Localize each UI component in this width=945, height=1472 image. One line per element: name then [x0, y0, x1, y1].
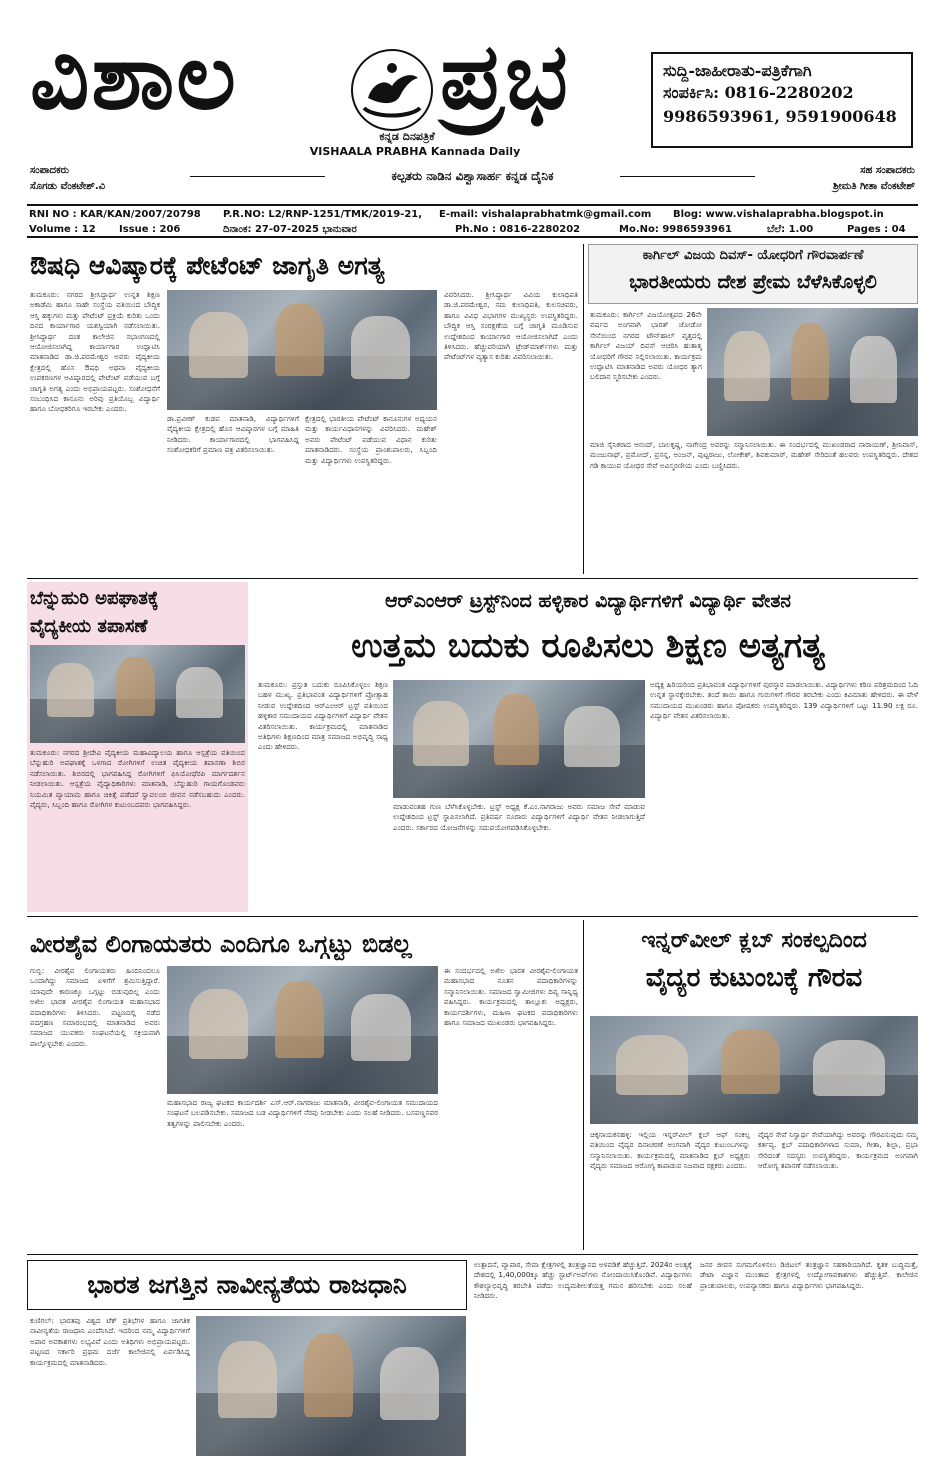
article-2-photo	[707, 308, 918, 436]
article-3-text: ತುಮಕೂರು: ನಗರದ ಶ್ರೀದೇವಿ ವೈದ್ಯಕೀಯ ಮಹಾವಿದ್ಯಾಲಯ ಹಾಗೂ ಆಸ್ಪತ್ರೆಯ ವತಿಯಿಂದ ಬೆನ್ನುಹುರಿ ಅಪಘಾತಕ್ಕೆ ಒಳಗಾದ ರೋಗಿಗಳಿಗೆ ಉಚಿತ ವೈದ್ಯಕೀಯ ತಪಾಸಣಾ ಶಿಬಿರ ನಡೆಸಲಾಯಿತು. ಶಿಬಿರದಲ್ಲಿ ಭಾಗವಹಿಸಿದ್ದ ರೋಗಿಗಳಿಗೆ ಫಿಸಿಯೋಥೆರಪಿ ಮಾರ್ಗದರ್ಶನ ನೀಡಲಾಯಿತು. ಆಸ್ಪತ್ರೆಯ ವೈದ್ಯಾಧಿಕಾರಿಗಳು ಮಾತನಾಡಿ, ಬೆನ್ನುಹುರಿ ಗಾಯಗೊಂಡವರು ನಿಯಮಿತ ವ್ಯಾಯಾಮ ಹಾಗೂ ಚಿಕಿತ್ಸೆ ಪಡೆದರೆ ಸ್ವಾವಲಂಬಿ ಜೀವನ ನಡೆಸಬಹುದು ಎಂದರು. ವೈದ್ಯರು, ಸಿಬ್ಬಂದಿ ಹಾಗೂ ರೋಗಿಗಳ ಕುಟುಂಬದವರು ಭಾಗವಹಿಸಿದ್ದರು.	[30, 748, 245, 810]
article-4-kicker: ಆರ್‌ಎಂಆರ್ ಟ್ರಸ್ಟ್‌ನಿಂದ ಹಳ್ಳಿಕಾರ ವಿದ್ಯಾರ್ಥಿಗಳಿಗೆ ವಿದ್ಯಾರ್ಥಿ ವೇತನ	[384, 590, 791, 612]
rni-number: RNI NO : KAR/KAN/2007/20798	[29, 209, 201, 220]
article-7-text-col3: ಜನರ ಜೀವನ ಸುಗಮಗೊಳಿಸಲು ಡಿಜಿಟಲ್ ತಂತ್ರಜ್ಞಾನ ಸಹಕಾರಿಯಾಗಿದೆ. ಕೃತಕ ಬುದ್ಧಿಮತ್ತೆ, ಡೇಟಾ ವಿಜ್ಞಾನ ಮುಂತಾದ ಕ್ಷೇತ್ರಗಳಲ್ಲಿ ಉದ್ಯೋಗಾವಕಾಶಗಳು ಹೆಚ್ಚುತ್ತಿವೆ. ಕಾಲೇಜಿನ ಪ್ರಾಂಶುಪಾಲರು, ಉಪನ್ಯಾಸಕರು ಹಾಗೂ ವಿದ್ಯಾರ್ಥಿಗಳು ಭಾಗವಹಿಸಿದ್ದರು.	[700, 1260, 918, 1290]
mobile: Mo.No: 9986593961	[619, 224, 732, 235]
article-3-headline-line1[interactable]: ಬೆನ್ನುಹುರಿ ಅಪಘಾತಕ್ಕೆ	[30, 588, 159, 609]
article-2-kicker: ಕಾರ್ಗಿಲ್ ವಿಜಯ ದಿವಸ್- ಯೋಧರಿಗೆ ಗೌರವಾರ್ಪಣೆ	[642, 248, 864, 263]
article-6-headline-line2[interactable]: ವೈದ್ಯರ ಕುಟುಂಬಕ್ಕೆ ಗೌರವ	[645, 963, 863, 993]
article-7-headline[interactable]: ಭಾರತ ಜಗತ್ತಿನ ನಾವೀನ್ಯತೆಯ ರಾಜಧಾನಿ	[87, 1270, 407, 1299]
masthead-title-left: ವಿಶಾಲ	[30, 22, 238, 130]
subtitle-english: VISHAALA PRABHA Kannada Daily	[309, 145, 521, 158]
coeditor-name: ಶ್ರೀಮತಿ ಗೀತಾ ವೆಂಕಟೇಶ್	[832, 181, 915, 192]
date: ದಿನಾಂಕ: 27-07-2025 ಭಾನುವಾರ	[223, 224, 357, 235]
article-7-text-col1: ಕುಣಿಗಲ್: ಭಾರತವು ವಿಶ್ವದ ಟೆಕ್ ಪ್ರತಿಭೆಗಳ ಹಾಗೂ ಜಾಗತಿಕ ನಾವೀನ್ಯತೆಯ ರಾಜಧಾನಿ ಎಂದೆನಿಸಿದೆ. ಇದರಿಂದ ನಮ್ಮ ವಿದ್ಯಾರ್ಥಿಗಳಿಗೆ ಅಪಾರ ಅವಕಾಶಗಳು ಲಭ್ಯವಿವೆ ಎಂದು ಅತಿಥಿಗಳು ಅಭಿಪ್ರಾಯಪಟ್ಟರು. ಪಟ್ಟಣದ ಸರ್ಕಾರಿ ಪ್ರಥಮ ದರ್ಜೆ ಕಾಲೇಜಿನಲ್ಲಿ ಏರ್ಪಡಿಸಿದ್ದ ಕಾರ್ಯಕ್ರಮದಲ್ಲಿ ಮಾತನಾಡಿದರು.	[30, 1316, 190, 1367]
section-divider	[27, 916, 918, 917]
article-6-text-col1: ಚಿಕ್ಕನಾಯಕನಹಳ್ಳಿ: ಇಲ್ಲಿಯ ಇನ್ನರ್‌ವೀಲ್ ಕ್ಲಬ್ ಆಫ್ ಸಂಕಲ್ಪ ವತಿಯಿಂದ ವೈದ್ಯರ ದಿನಾಚರಣೆ ಅಂಗವಾಗಿ ವೈದ್ಯರ ಕುಟುಂಬಗಳನ್ನು ಸನ್ಮಾನಿಸಲಾಯಿತು. ಕಾರ್ಯಕ್ರಮದಲ್ಲಿ ಮಾತನಾಡಿದ ಕ್ಲಬ್ ಅಧ್ಯಕ್ಷರು ವೈದ್ಯರು ಸಮಾಜದ ಆರೋಗ್ಯ ಕಾಪಾಡುವ ನಿಜವಾದ ರಕ್ಷಕರು ಎಂದರು.	[590, 1130, 750, 1171]
subtitle-kannada: ಕನ್ನಡ ದಿನಪತ್ರಿಕೆ	[379, 130, 435, 143]
contact-line-3: 9986593961, 9591900648	[663, 107, 897, 126]
editor-name: ಸೊಗಡು ವೆಂಕಟೇಶ್.ವಿ	[30, 181, 106, 192]
contact-line-1: ಸುದ್ದಿ-ಜಾಹೀರಾತು-ಪತ್ರಿಕೆಗಾಗಿ	[663, 61, 812, 80]
article-2-text-bottom: ಮಾಜಿ ಸೈನಿಕರಾದ ಆನಂದ್, ಬಾಲಕೃಷ್ಣ, ನಾಗೇಂದ್ರ ಅವರನ್ನು ಸನ್ಮಾನಿಸಲಾಯಿತು. ಈ ಸಂದರ್ಭದಲ್ಲಿ ಮುಖಂಡರಾದ ನಾರಾಯಣ್, ಶ್ರೀನಿವಾಸ್, ಮಂಜುನಾಥ್, ಪ್ರಮೋದ್, ಪ್ರಸನ್ನ, ಅಂಜನ್, ಪುಟ್ಟರಾಜು, ಲೋಕೇಶ್, ಶಿವಕುಮಾರ್, ಮಹೇಶ್ ಸೇರಿದಂತೆ ಹಲವರು ಉಪಸ್ಥಿತರಿದ್ದರು. ದೇಶದ ಗಡಿ ಕಾಯುವ ಯೋಧರ ಸೇವೆ ಅವಿಸ್ಮರಣೀಯ ಎಂದು ಬಣ್ಣಿಸಿದರು.	[590, 440, 918, 470]
info-bar	[27, 204, 918, 238]
article-4-text-col3: ಅದ್ಯಕ್ಷ ಹಿರಿಯರಿಂದ ಪ್ರತಿಭಾವಂತ ವಿದ್ಯಾರ್ಥಿಗಳಿಗೆ ಪುರಸ್ಕಾರ ಮಾಡಲಾಯಿತು. ವಿದ್ಯಾರ್ಥಿಗಳು ಕಠಿಣ ಪರಿಶ್ರಮದಿಂದ ಓದಿ ಉನ್ನತ ಸ್ಥಾನಕ್ಕೇರಬೇಕು. ತಂದೆ ತಾಯಿ ಹಾಗೂ ಗುರುಗಳಿಗೆ ಗೌರವ ತರಬೇಕು ಎಂದು ಕಿವಿಮಾತು ಹೇಳಿದರು. ಈ ವೇಳೆ ಸಮುದಾಯದ ಮುಖಂಡರು ಹಾಗೂ ಪೋಷಕರು ಉಪಸ್ಥಿತರಿದ್ದರು. 139 ವಿದ್ಯಾರ್ಥಿಗಳಿಗೆ ಒಟ್ಟು 11.90 ಲಕ್ಷ ರೂ. ವಿದ್ಯಾರ್ಥಿ ವೇತನ ವಿತರಿಸಲಾಯಿತು.	[650, 680, 918, 721]
article-4-text-col1: ತುಮಕೂರು: ಪ್ರಸ್ತುತ ಬದುಕು ರೂಪಿಸಿಕೊಳ್ಳಲು ಶಿಕ್ಷಣ ಬಹಳ ಮುಖ್ಯ. ಪ್ರತಿಭಾವಂತ ವಿದ್ಯಾರ್ಥಿಗಳಿಗೆ ಪ್ರೋತ್ಸಾಹ ನೀಡುವ ಉದ್ದೇಶದಿಂದ ಆರ್‌ಎಂಆರ್ ಟ್ರಸ್ಟ್ ವತಿಯಿಂದ ಹಳ್ಳಿಕಾರ ಸಮುದಾಯದ ವಿದ್ಯಾರ್ಥಿಗಳಿಗೆ ವಿದ್ಯಾರ್ಥಿ ವೇತನ ವಿತರಿಸಲಾಯಿತು. ಕಾರ್ಯಕ್ರಮದಲ್ಲಿ ಮಾತನಾಡಿದ ಅತಿಥಿಗಳು ಶಿಕ್ಷಣದಿಂದ ಮಾತ್ರ ಸಮಾಜದ ಅಭಿವೃದ್ಧಿ ಸಾಧ್ಯ ಎಂದು ಹೇಳಿದರು.	[258, 680, 388, 752]
article-5-text-bottom: ಮಹಾಸಭಾದ ರಾಜ್ಯ ಘಟಕದ ಕಾರ್ಯದರ್ಶಿ ಎಸ್.ಆರ್.ನಾಗರಾಜು ಮಾತನಾಡಿ, ವೀರಶೈವ-ಲಿಂಗಾಯತ ಸಮುದಾಯದ ಸಂಘಟನೆ ಬಲಪಡಿಸಬೇಕು. ಸಮಾಜದ ಬಡ ವಿದ್ಯಾರ್ಥಿಗಳಿಗೆ ನೆರವು ನೀಡಬೇಕು ಎಂದು ಸಲಹೆ ನೀಡಿದರು. ಬಸವಣ್ಣನವರ ತತ್ವಗಳನ್ನು ಪಾಲಿಸಬೇಕು ಎಂದರು.	[167, 1098, 438, 1128]
article-1-text-col4: ವಿವರಿಸಿದರು. ಶ್ರೀಸಿದ್ಧಾರ್ಥ ವಿವಿಯ ಕುಲಾಧಿಪತಿ ಡಾ.ಜಿ.ಪರಮೇಶ್ವರ, ಸಮ ಕುಲಾಧಿಪತಿ, ಕುಲಸಚಿವರು, ಹಾಗೂ ವಿವಿಧ ವಿಭಾಗಗಳ ಮುಖ್ಯಸ್ಥರು ಉಪಸ್ಥಿತರಿದ್ದರು. ಬೌದ್ಧಿಕ ಆಸ್ತಿ ಸಂರಕ್ಷಣೆಯ ಬಗ್ಗೆ ಜಾಗೃತಿ ಮೂಡಿಸುವ ಉದ್ದೇಶದಿಂದ ಕಾರ್ಯಾಗಾರ ಆಯೋಜಿಸಲಾಗಿದೆ ಎಂದು ತಿಳಿಸಿದರು. ಹೆಚ್ಚುವರಿಯಾಗಿ ಟ್ರೇಡ್‌ಮಾರ್ಕ್‌ಗಳು ಮತ್ತು ಪೇಟೆಂಟ್‌ಗಳ ವ್ಯತ್ಯಾಸ ಕುರಿತು ವಿವರಿಸಲಾಯಿತು.	[444, 290, 578, 362]
tagline: ಕಲ್ಪತರು ನಾಡಿನ ವಿಶ್ವಾಸಾರ್ಹ ಕನ್ನಡ ದೈನಿಕ	[325, 165, 620, 187]
column-divider	[583, 244, 584, 574]
article-5-text-col1: ಗುಬ್ಬಿ: ವೀರಶೈವ ಲಿಂಗಾಯತರು ಹಿಂದಿನಿಂದಲೂ ಒಂದಾಗಿದ್ದು ಸಮಾಜದ ಏಳಿಗೆಗೆ ಶ್ರಮಿಸುತ್ತಿದ್ದಾರೆ. ಯಾವುದೇ ಕಾರಣಕ್ಕೂ ಒಗ್ಗಟ್ಟು ಬಿಡುವುದಿಲ್ಲ ಎಂದು ಅಖಿಲ ಭಾರತ ವೀರಶೈವ ಲಿಂಗಾಯತ ಮಹಾಸಭಾದ ಪದಾಧಿಕಾರಿಗಳು ತಿಳಿಸಿದರು. ಪಟ್ಟಣದಲ್ಲಿ ನಡೆದ ಪದಗ್ರಹಣ ಸಮಾರಂಭದಲ್ಲಿ ಮಾತನಾಡಿದ ಅವರು ಸಮಾಜದ ಯುವಕರು ಸಂಘಟನೆಯಲ್ಲಿ ಸಕ್ರಿಯವಾಗಿ ಪಾಲ್ಗೊಳ್ಳಬೇಕು ಎಂದರು.	[30, 966, 160, 1048]
article-4-text-col2: ಮಾಡುವಂತಹ ಗುಣ ಬೆಳೆಸಿಕೊಳ್ಳಬೇಕು. ಟ್ರಸ್ಟ್ ಅಧ್ಯಕ್ಷ ಕೆ.ಎಂ.ನಾಗರಾಜು ಅವರು ಸಮಾಜ ಸೇವೆ ಮಾಡುವ ಉದ್ದೇಶದಿಂದ ಟ್ರಸ್ಟ್ ಸ್ಥಾಪಿಸಲಾಗಿದೆ. ಪ್ರತಿವರ್ಷ ನೂರಾರು ವಿದ್ಯಾರ್ಥಿಗಳಿಗೆ ವಿದ್ಯಾರ್ಥಿ ವೇತನ ನೀಡಲಾಗುತ್ತಿದೆ ಎಂದರು. ಸರ್ಕಾರದ ಯೋಜನೆಗಳನ್ನು ಸದುಪಯೋಗಪಡಿಸಿಕೊಳ್ಳಬೇಕು.	[393, 802, 645, 832]
article-2-headline-box	[588, 244, 918, 304]
article-7-headline-box	[27, 1260, 467, 1310]
issue: Issue : 206	[119, 224, 181, 235]
article-1-text-col2: ಡಾ.ಪ್ರವೀಣ್ ಕುಡವ ಮಾತನಾಡಿ, ವಿದ್ಯಾರ್ಥಿಗಳಿಗೆ ವೈದ್ಯಕೀಯ ಕ್ಷೇತ್ರದಲ್ಲಿ ಹೊಸ ಆವಿಷ್ಕಾರಗಳ ಬಗ್ಗೆ ಮಾಹಿತಿ ನೀಡಿದರು. ಕಾರ್ಯಾಗಾರದಲ್ಲಿ ಭಾಗವಹಿಸಿದ್ದ ಸಂಶೋಧಕರಿಗೆ ಪ್ರಮಾಣ ಪತ್ರ ವಿತರಿಸಲಾಯಿತು.	[167, 414, 299, 455]
article-2-text-col1: ತುಮಕೂರು: ಕಾರ್ಗಿಲ್ ವಿಜಯೋತ್ಸವದ 26ನೇ ವರ್ಷದ ಅಂಗವಾಗಿ ಭಾರತ್ ಜೋಡೋ ಸೇನೆಯಿಂದ ನಗರದ ಟೌನ್‌ಹಾಲ್ ವೃತ್ತದಲ್ಲಿ ಕಾರ್ಗಿಲ್ ವಿಜಯ್ ದಿವಸ್ ಆಚರಿಸಿ ಹುತಾತ್ಮ ಯೋಧರಿಗೆ ಗೌರವ ಸಲ್ಲಿಸಲಾಯಿತು. ಕಾರ್ಯಕ್ರಮ ಉದ್ಘಾಟಿಸಿ ಮಾತನಾಡಿದ ಅವರು ಯೋಧರ ತ್ಯಾಗ ಬಲಿದಾನ ಸ್ಮರಿಸಬೇಕು ಎಂದರು.	[590, 310, 702, 382]
editor-label: ಸಂಪಾದಕರು	[30, 165, 70, 176]
volume: Volume : 12	[29, 224, 96, 235]
blog-link[interactable]: Blog: www.vishalaprabha.blogspot.in	[673, 209, 884, 220]
article-1-text-col1: ತುಮಕೂರು: ನಗರದ ಶ್ರೀಸಿದ್ಧಾರ್ಥ ಉನ್ನತ ಶಿಕ್ಷಣ ಅಕಾಡೆಮಿ ಹಾಗೂ ಸಾಹೇ ಸಂಸ್ಥೆಯ ವತಿಯಿಂದ ಬೌದ್ಧಿಕ ಆಸ್ತಿ ಹಕ್ಕುಗಳು ಮತ್ತು ಪೇಟೆಂಟ್ ಪ್ರಕ್ರಿಯೆ ಕುರಿತು ಒಂದು ದಿನದ ಕಾರ್ಯಾಗಾರ ಯಶಸ್ವಿಯಾಗಿ ನಡೆಸಲಾಯಿತು. ಶ್ರೀಸಿದ್ಧಾರ್ಥ ದಂತ ಕಾಲೇಜಿನ ಸಭಾಂಗಣದಲ್ಲಿ ಆಯೋಜಿಸಲಾಗಿದ್ದ ಕಾರ್ಯಾಗಾರ ಉದ್ಘಾಟಿಸಿ ಮಾತನಾಡಿದ ಡಾ.ಜಿ.ಪರಮೇಶ್ವರ ಅವರು ವೈದ್ಯಕೀಯ ಕ್ಷೇತ್ರದಲ್ಲಿ ಹೊಸ ಔಷಧಿ ಅಥವಾ ವೈದ್ಯಕೀಯ ಉಪಕರಣಗಳ ಆವಿಷ್ಕಾರದಲ್ಲಿ ಪೇಟೆಂಟ್ ಪಡೆಯುವ ಬಗ್ಗೆ ಜಾಗೃತಿ ಅಗತ್ಯ ಎಂದು ಅಭಿಪ್ರಾಯಪಟ್ಟರು. ಸಂಶೋಧನೆಗೆ ಸಂಬಂಧಿಸಿದ ಕಾನೂನು ಅರಿವು ಪ್ರತಿಯೊಬ್ಬ ವಿದ್ಯಾರ್ಥಿ ಹಾಗೂ ಬೋಧಕರಿಗೂ ಇರಬೇಕು ಎಂದರು.	[30, 290, 160, 414]
contact-line-2: ಸಂಪರ್ಕಿಸಿ: 0816-2280202	[663, 83, 854, 102]
article-5-text-col3: ಈ ಸಂದರ್ಭದಲ್ಲಿ ಅಖಿಲ ಭಾರತ ವೀರಶೈವ-ಲಿಂಗಾಯತ ಮಹಾಸಭಾದ ನೂತನ ಪದಾಧಿಕಾರಿಗಳನ್ನು ಸನ್ಮಾನಿಸಲಾಯಿತು. ಸಮಾಜದ ಸ್ವಾಮೀಜಿಗಳು ದಿವ್ಯ ಸಾನ್ನಿಧ್ಯ ವಹಿಸಿದ್ದರು. ಕಾರ್ಯಕ್ರಮದಲ್ಲಿ ತಾಲ್ಲೂಕು ಅಧ್ಯಕ್ಷರು, ಕಾರ್ಯದರ್ಶಿಗಳು, ಮಹಿಳಾ ಘಟಕದ ಪದಾಧಿಕಾರಿಗಳು ಹಾಗೂ ಸಮಾಜದ ಮುಖಂಡರು ಭಾಗವಹಿಸಿದ್ದರು.	[444, 966, 578, 1028]
dove-logo-icon	[350, 48, 434, 132]
article-1-headline[interactable]: ಔಷಧಿ ಆವಿಷ್ಕಾರಕ್ಕೆ ಪೇಟೆಂಟ್ ಜಾಗೃತಿ ಅಗತ್ಯ	[30, 251, 385, 280]
article-6-photo	[590, 1016, 918, 1124]
article-5-photo	[167, 966, 438, 1094]
pages: Pages : 04	[847, 224, 906, 235]
article-4-headline[interactable]: ಉತ್ತಮ ಬದುಕು ರೂಪಿಸಲು ಶಿಕ್ಷಣ ಅತ್ಯಗತ್ಯ	[351, 626, 825, 666]
article-1-photo	[167, 290, 437, 410]
article-4-photo	[393, 680, 645, 798]
article-2-headline[interactable]: ಭಾರತೀಯರು ದೇಶ ಪ್ರೇಮ ಬೆಳೆಸಿಕೊಳ್ಳಲಿ	[629, 271, 877, 293]
column-divider	[583, 920, 584, 1250]
article-1-text-col3: ಕ್ಷೇತ್ರದಲ್ಲಿ ಭಾರತೀಯ ಪೇಟೆಂಟ್ ಕಾನೂನುಗಳ ಅಧ್ಯಯನ ಮತ್ತು ಕಾರ್ಯವಿಧಾನಗಳನ್ನು ವಿವರಿಸಿದರು. ಮಹೇಶ್ ಅವರು ಪೇಟೆಂಟ್ ಪಡೆಯುವ ವಿಧಾನ ಕುರಿತು ಮಾತನಾಡಿದರು. ಸಂಸ್ಥೆಯ ಪ್ರಾಂಶುಪಾಲರು, ಸಿಬ್ಬಂದಿ ಮತ್ತು ವಿದ್ಯಾರ್ಥಿಗಳು ಉಪಸ್ಥಿತರಿದ್ದರು.	[305, 414, 437, 465]
phone: Ph.No : 0816-2280202	[455, 224, 581, 235]
masthead-title-right: ಪ್ರಭ	[440, 22, 570, 130]
contact-box	[651, 52, 913, 148]
price: ಬೆಲೆ: 1.00	[767, 224, 814, 235]
coeditor-label: ಸಹ ಸಂಪಾದಕರು	[860, 165, 915, 176]
section-divider	[27, 578, 918, 579]
email[interactable]: E-mail: vishalaprabhatmk@gmail.com	[439, 209, 652, 220]
article-5-headline[interactable]: ವೀರಶೈವ ಲಿಂಗಾಯತರು ಎಂದಿಗೂ ಒಗ್ಗಟ್ಟು ಬಿಡಲ್ಲ	[30, 930, 412, 958]
article-6-headline-line1[interactable]: ಇನ್ನರ್‌ವೀಲ್ ಕ್ಲಬ್ ಸಂಕಲ್ಪದಿಂದ	[641, 928, 867, 953]
article-7-text-col2: ಉತ್ಪಾದನೆ, ವ್ಯಾಪಾರ, ಸೇವಾ ಕ್ಷೇತ್ರಗಳಲ್ಲಿ ತಂತ್ರಜ್ಞಾನದ ಅಳವಡಿಕೆ ಹೆಚ್ಚುತ್ತಿದೆ. 2024ರ ಅಂತ್ಯಕ್ಕೆ ದೇಶದಲ್ಲಿ 1,40,000ಕ್ಕೂ ಹೆಚ್ಚು ಸ್ಟಾರ್ಟ್‌ಅಪ್‌ಗಳು ನೋಂದಾಯಿಸಿಕೊಂಡಿವೆ. ವಿದ್ಯಾರ್ಥಿಗಳು ಕೌಶಲ್ಯಾಭಿವೃದ್ಧಿ ತರಬೇತಿ ಪಡೆದು ಉದ್ಯಮಶೀಲತೆಯತ್ತ ಗಮನ ಹರಿಸಬೇಕು ಎಂದು ಸಲಹೆ ನೀಡಿದರು.	[474, 1260, 692, 1301]
article-6-text-col2: ವೈದ್ಯರ ಸೇವೆ ನಿಸ್ವಾರ್ಥ ಸೇವೆಯಾಗಿದ್ದು ಅವರನ್ನು ಗೌರವಿಸುವುದು ನಮ್ಮ ಕರ್ತವ್ಯ. ಕ್ಲಬ್ ಪದಾಧಿಕಾರಿಗಳಾದ ಸುಮಾ, ಗೀತಾ, ಶಿಲ್ಪಾ, ಪ್ರಭಾ ಸೇರಿದಂತೆ ಸದಸ್ಯರು ಉಪಸ್ಥಿತರಿದ್ದರು. ಕಾರ್ಯಕ್ರಮದ ಅಂಗವಾಗಿ ಆರೋಗ್ಯ ತಪಾಸಣೆ ನಡೆಸಲಾಯಿತು.	[758, 1130, 918, 1171]
pr-number: P.R.NO: L2/RNP-1251/TMK/2019-21,	[223, 209, 423, 220]
article-3-photo	[30, 645, 245, 743]
section-divider	[27, 1254, 918, 1255]
article-3-headline-line2[interactable]: ವೈದ್ಯಕೀಯ ತಪಾಸಣೆ	[30, 616, 148, 637]
article-7-photo	[196, 1316, 466, 1456]
